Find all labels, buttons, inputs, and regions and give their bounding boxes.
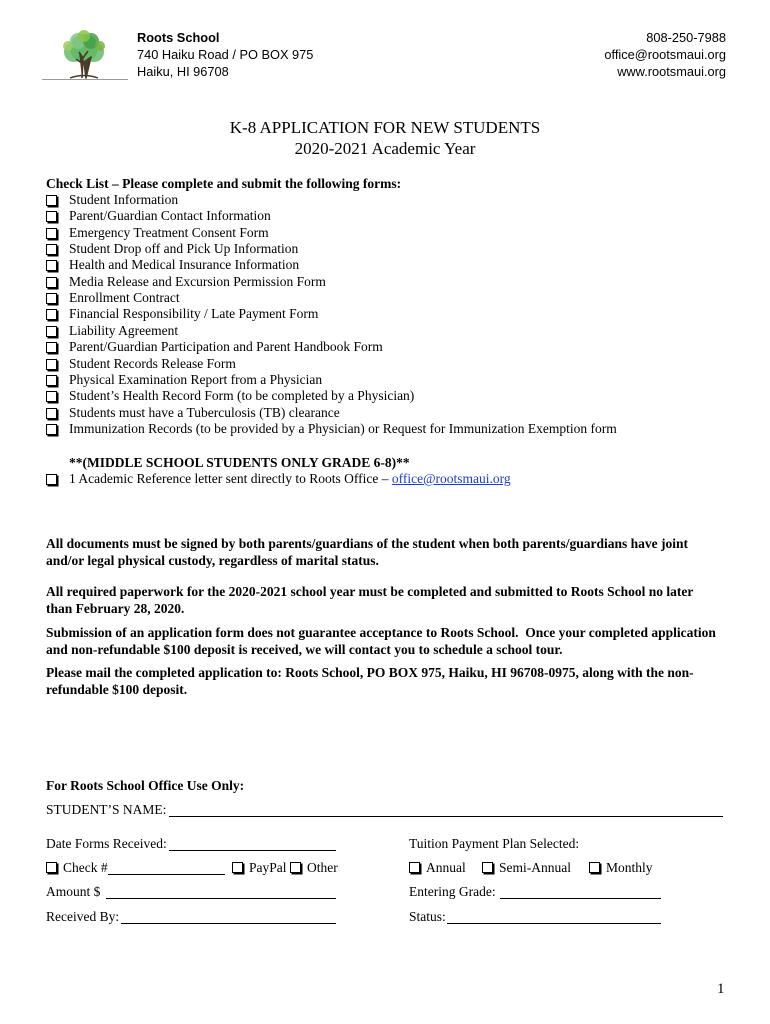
checklist-item: Student Drop off and Pick Up Information [69,241,299,257]
empty-checkbox-icon[interactable] [46,195,57,206]
school-name: Roots School [137,30,220,45]
paypal-option[interactable] [232,859,287,876]
checklist-item: Student’s Health Record Form (to be completed by a Physician) [69,388,415,404]
empty-checkbox-icon[interactable] [46,342,57,353]
tree-logo [40,28,128,82]
notice-signatures: All documents must be signed by both parents/guardians of the student when both parents/guardians have joint and/or legal physical custody, regardless of marital status. [46,536,692,568]
empty-checkbox-icon[interactable] [46,260,57,271]
annual-label: Annual [426,860,466,875]
amount-label: Amount $ [46,884,101,899]
entering-grade-field[interactable] [500,884,661,899]
empty-checkbox-icon[interactable] [46,391,57,402]
empty-checkbox-icon[interactable] [290,862,301,873]
notice-mailing: Please mail the completed application to: Roots School, PO BOX 975, Haiku, HI 96708-0975, along with the non-refundable $100 deposit. [46,665,694,697]
checklist-item: Student Records Release Form [69,355,236,371]
empty-checkbox-icon[interactable] [589,862,600,873]
monthly-option[interactable] [589,859,653,876]
checklist-item: Students must have a Tuberculosis (TB) clearance [69,404,340,420]
tuition-plan-label: Tuition Payment Plan Selected: [409,836,580,851]
checklist-item: Emergency Treatment Consent Form [69,224,269,240]
check-option[interactable] [46,859,108,876]
checklist-item: Student Information [69,192,179,207]
empty-checkbox-icon[interactable] [46,359,57,370]
other-option[interactable] [290,859,338,876]
entering-grade-label: Entering Grade: [409,884,496,899]
empty-checkbox-icon[interactable] [46,228,57,239]
logo-underline [42,79,128,80]
empty-checkbox-icon[interactable] [409,862,420,873]
status-label: Status: [409,909,446,924]
empty-checkbox-icon[interactable] [46,408,57,419]
checklist-item: Media Release and Excursion Permission Form [69,273,326,289]
middle-school-heading: **(MIDDLE SCHOOL STUDENTS ONLY GRADE 6-8)** [69,455,410,470]
monthly-label: Monthly [606,860,653,875]
page-title: K-8 APPLICATION FOR NEW STUDENTS [229,118,541,137]
empty-checkbox-icon[interactable] [46,244,57,255]
checklist-item: Parent/Guardian Participation and Parent Handbook Form [69,339,383,355]
checklist-heading: Check List – Please complete and submit the following forms: [46,176,402,191]
date-forms-received-label: Date Forms Received: [46,836,167,851]
annual-option[interactable] [409,859,466,876]
reference-item-text: 1 Academic Reference letter sent directly to Roots Office – [69,471,392,486]
checklist-item: Physical Examination Report from a Physician [69,371,323,387]
received-by-field[interactable] [121,909,336,924]
office-email-link[interactable]: office@rootsmaui.org [391,471,511,486]
semi-annual-option[interactable] [482,859,571,876]
empty-checkbox-icon[interactable] [46,326,57,337]
check-label: Check # [63,860,108,875]
empty-checkbox-icon[interactable] [46,277,57,288]
empty-checkbox-icon[interactable] [46,424,57,435]
status-field[interactable] [447,909,661,924]
empty-checkbox-icon[interactable] [46,862,57,873]
amount-field[interactable] [106,884,336,899]
page-number: 1 [717,981,725,997]
empty-checkbox-icon[interactable] [46,211,57,222]
check-number-field[interactable] [108,860,225,875]
empty-checkbox-icon[interactable] [482,862,493,873]
checklist-item: Liability Agreement [69,322,179,338]
address-line-1: 740 Haiku Road / PO BOX 975 [137,47,314,62]
empty-checkbox-icon[interactable] [232,862,243,873]
office-use-heading: For Roots School Office Use Only: [46,778,245,793]
received-by-label: Received By: [46,909,120,924]
empty-checkbox-icon[interactable] [46,375,57,386]
checklist-item: Immunization Records (to be provided by a Physician) or Request for Immunization Exemption form [69,420,617,436]
page-subtitle: 2020-2021 Academic Year [294,139,476,158]
date-forms-received-field[interactable] [169,836,336,851]
empty-checkbox-icon[interactable] [46,474,57,485]
school-phone: 808-250-7988 [646,30,726,45]
middle-school-reference-item [69,470,511,487]
students-name-label: STUDENT’S NAME: [46,802,167,817]
paypal-label: PayPal [249,860,287,875]
checklist-item: Health and Medical Insurance Information [69,257,300,273]
empty-checkbox-icon[interactable] [46,309,57,320]
address-line-2: Haiku, HI 96708 [137,64,229,79]
other-label: Other [307,860,338,875]
students-name-field[interactable] [169,802,723,817]
empty-checkbox-icon[interactable] [46,293,57,304]
checklist-item: Enrollment Contract [69,290,180,306]
notice-deadline: All required paperwork for the 2020-2021 school year must be completed and submitted to Roots School no later than February 28, 2020. [46,584,697,616]
school-website: www.rootsmaui.org [617,64,726,79]
checklist-item: Financial Responsibility / Late Payment Form [69,306,319,322]
semi-annual-label: Semi-Annual [499,860,571,875]
checklist-item: Parent/Guardian Contact Information [69,208,271,224]
school-email: office@rootsmaui.org [604,47,726,62]
notice-acceptance: Submission of an application form does not guarantee acceptance to Roots School. Once your completed application and non-refundable $100 deposit is received, we will contact you to schedule a school tour. [46,625,720,657]
